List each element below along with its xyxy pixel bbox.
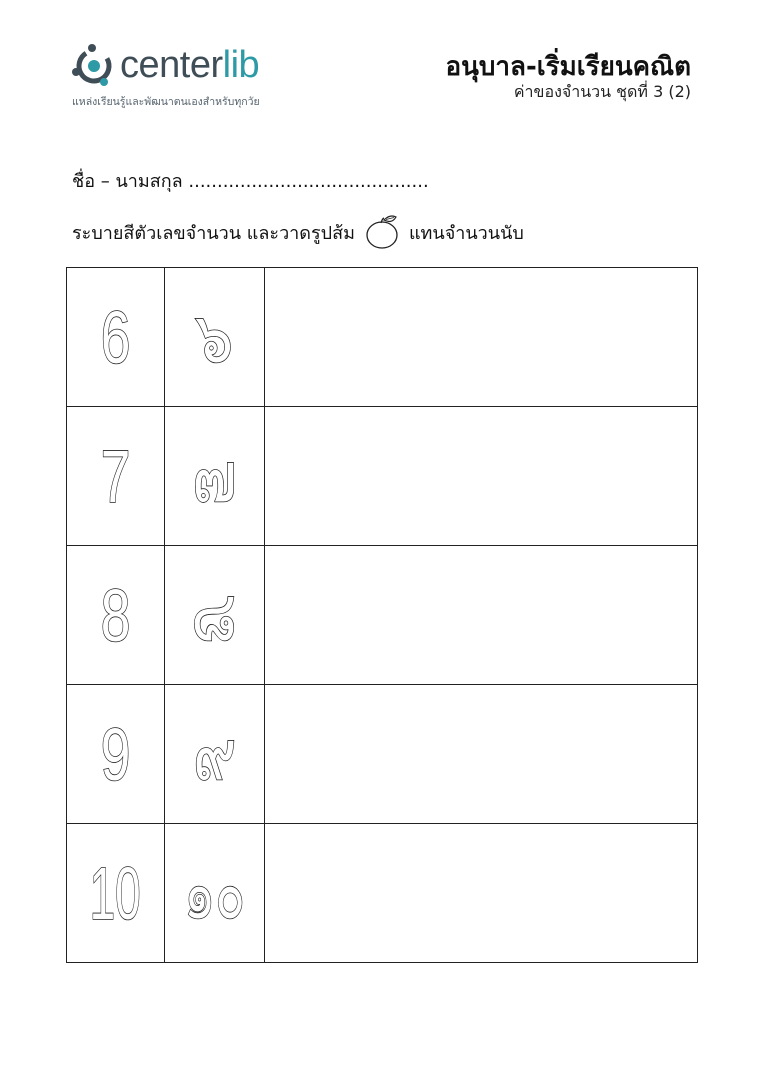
instruction-line <box>72 214 524 250</box>
arabic-numeral-cell[interactable] <box>67 546 165 685</box>
thai-numeral: ๙ <box>192 713 237 796</box>
arabic-numeral: 9 <box>100 712 131 796</box>
logo-wordmark: centerlib <box>120 44 260 86</box>
instruction-text-before: ระบายสีตัวเลขจำนวน และวาดรูปส้ม <box>72 222 355 244</box>
table-row <box>67 824 698 963</box>
thai-numeral-cell[interactable] <box>165 546 265 685</box>
thai-numeral: ๘ <box>191 574 238 657</box>
drawing-area[interactable] <box>265 685 698 824</box>
arabic-numeral: 10 <box>89 851 142 935</box>
arabic-numeral: 8 <box>100 573 131 657</box>
thai-numeral: ๖ <box>195 296 234 379</box>
arabic-numeral: 7 <box>100 434 131 518</box>
arabic-numeral-cell[interactable] <box>67 407 165 546</box>
drawing-area[interactable] <box>265 824 698 963</box>
drawing-area[interactable] <box>265 546 698 685</box>
arabic-numeral-cell[interactable] <box>67 685 165 824</box>
drawing-area[interactable] <box>265 268 698 407</box>
thai-numeral: ๑๐ <box>183 852 246 935</box>
name-field-line: ชื่อ – นามสกุล .......................................... <box>72 171 429 192</box>
instruction-text-after: แทนจำนวนนับ <box>408 222 524 244</box>
thai-numeral: ๗ <box>192 435 237 518</box>
thai-numeral-cell[interactable] <box>165 268 265 407</box>
logo-mark-icon <box>70 42 118 90</box>
number-table <box>66 267 698 963</box>
drawing-area[interactable] <box>265 407 698 546</box>
table-row <box>67 546 698 685</box>
orange-icon <box>365 214 401 250</box>
table-row <box>67 407 698 546</box>
arabic-numeral-cell[interactable] <box>67 268 165 407</box>
thai-numeral-cell[interactable] <box>165 407 265 546</box>
arabic-numeral-cell[interactable] <box>67 824 165 963</box>
arabic-numeral: 6 <box>100 295 131 379</box>
table-row <box>67 268 698 407</box>
table-row <box>67 685 698 824</box>
page-title: อนุบาล-เริ่มเรียนคณิต <box>445 52 691 82</box>
logo-tagline: แหล่งเรียนรู้และพัฒนาตนเองสำหรับทุกวัย <box>72 96 260 108</box>
thai-numeral-cell[interactable] <box>165 685 265 824</box>
thai-numeral-cell[interactable] <box>165 824 265 963</box>
page-subtitle: ค่าของจำนวน ชุดที่ 3 (2) <box>513 82 691 101</box>
